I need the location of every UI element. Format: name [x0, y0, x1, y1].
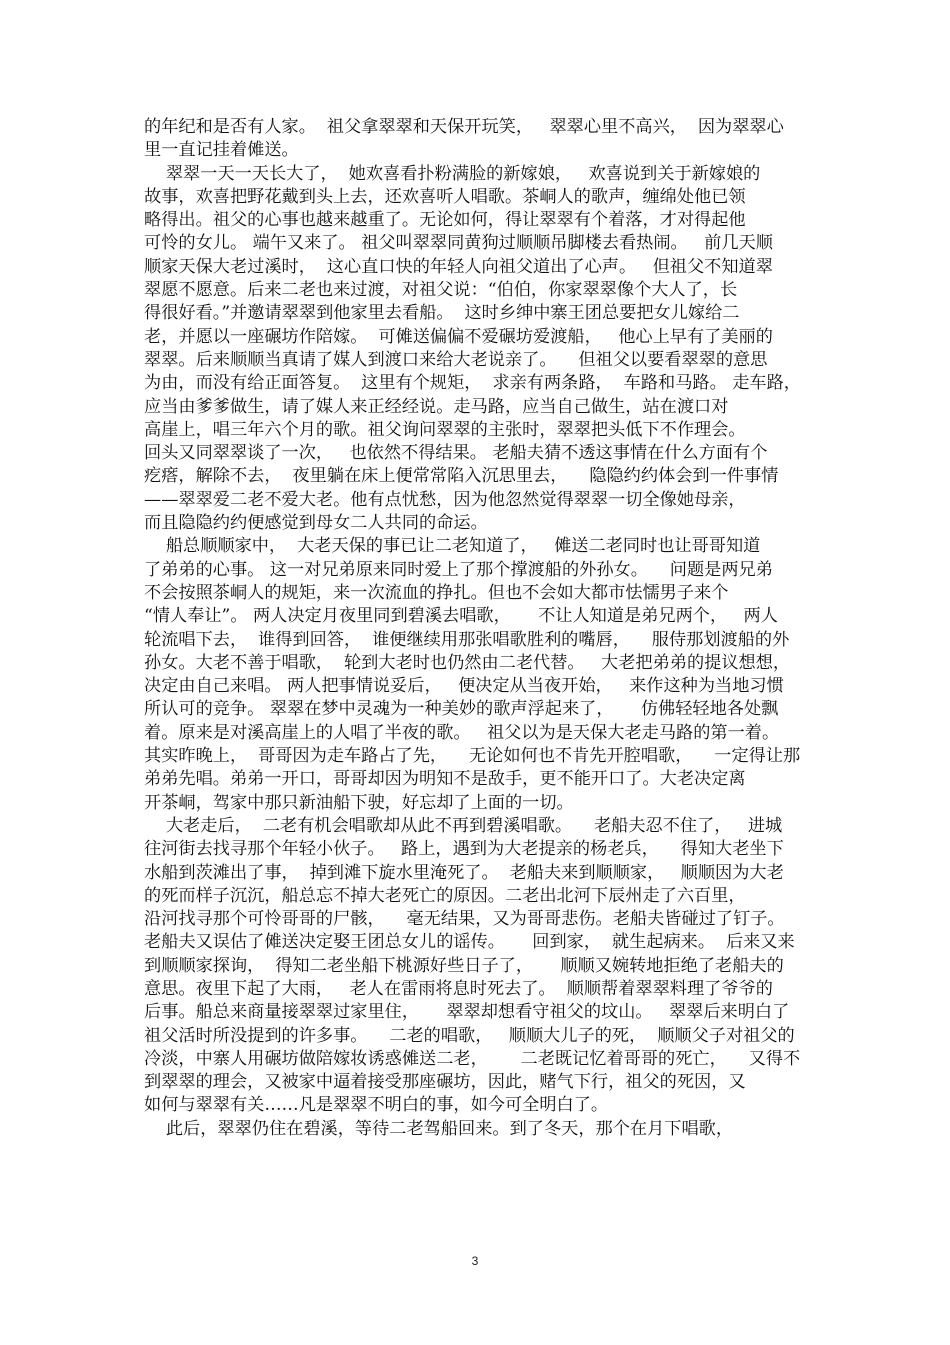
text-line: 高崖上，唱三年六个月的歌。祖父询问翠翠的主张时，翠翠把头低下不作理会。	[144, 419, 746, 440]
text-line: 得很好看。”并邀请翠翠到他家里去看船。 这时乡绅中寨王团总要把女儿嫁给二	[144, 303, 740, 324]
text-line: 里一直记挂着傩送。	[144, 140, 299, 161]
body-text	[144, 116, 824, 1141]
text-line: 孙女。大老不善于唱歌， 轮到大老时也仍然由二老代替。 大老把弟弟的提议想想，	[144, 652, 791, 673]
text-line: 为由，而没有给正面答复。 这里有个规矩， 求亲有两条路， 车路和马路。 走车路，	[144, 373, 801, 394]
text-line: 略得出。祖父的心事也越来越重了。无论如何，得让翠翠有个着落，才对得起他	[144, 210, 746, 231]
text-line: 其实昨晚上， 哥哥因为走车路占了先， 无论如何也不肯先开腔唱歌， 一定得让那	[144, 746, 801, 767]
text-line: 大老走后， 二老有机会唱歌却从此不再到碧溪唱歌。 老船夫忍不住了， 进城	[144, 815, 783, 836]
text-line: 轮流唱下去， 谁得到回答， 谁便继续用那张唱歌胜利的嘴唇， 服侍那划渡船的外	[144, 629, 790, 650]
text-line: “情人奉让”。 两人决定月夜里同到碧溪去唱歌， 不让人知道是弟兄两个， 两人	[144, 606, 778, 627]
text-line: 开茶峒，驾家中那只新油船下驶，好忘却了上面的一切。	[144, 792, 574, 813]
text-line: 冷淡，中寨人用碾坊做陪嫁妆诱惑傩送二老， 二老既记忆着哥哥的死亡， 又得不	[144, 1048, 801, 1069]
text-line: 水船到茨滩出了事， 掉到滩下旋水里淹死了。 老船夫来到顺顺家， 顺顺因为大老	[144, 862, 784, 883]
text-line: 翠愿不愿意。后来二老也来过渡，对祖父说：“伯伯，你家翠翠像个大人了，长	[144, 280, 738, 301]
text-line: 老，并愿以一座碾坊作陪嫁。 可傩送偏偏不爱碾坊爱渡船， 他心上早有了美丽的	[144, 326, 773, 347]
text-line: 应当由爹爹做生，请了媒人来正经经说。走马路，应当自己做生，站在渡口对	[144, 396, 729, 417]
text-line: 可怜的女儿。 端午又来了。 祖父叫翠翠同黄狗过顺顺吊脚楼去看热闹。 前几天顺	[144, 233, 773, 254]
text-line: 而且隐隐约约便感觉到母女二人共同的命运。	[144, 513, 488, 534]
text-line: 船总顺顺家中， 大老天保的事已让二老知道了， 傩送二老同时也让哥哥知道	[144, 536, 761, 557]
text-line: 沿河找寻那个可怜哥哥的尸骸， 毫无结果，又为哥哥悲伤。老船夫皆碰过了钉子。	[144, 909, 785, 930]
text-line: 的年纪和是否有人家。 祖父拿翠翠和天保开玩笑， 翠翠心里不高兴， 因为翠翠心	[144, 117, 784, 137]
text-line: 意思。夜里下起了大雨， 老人在雷雨将息时死去了。 顺顺帮着翠翠料理了爷爷的	[144, 978, 773, 999]
text-line: 故事，欢喜把野花戴到头上去，还欢喜听人唱歌。茶峒人的歌声，缠绵处他已领	[144, 186, 746, 207]
text-line: 后事。船总来商量接翠翠过家里住， 翠翠却想看守祖父的坟山。 翠翠后来明白了	[144, 1002, 790, 1023]
text-line: 所认可的竞争。 翠翠在梦中灵魂为一种美妙的歌声浮起来了， 仿佛轻轻地各处飘	[144, 699, 779, 720]
text-line: 了弟弟的心事。 这一对兄弟原来同时爱上了那个撑渡船的外孙女。 问题是两兄弟	[144, 559, 773, 580]
text-line: 翠翠。后来顺顺当真请了媒人到渡口来给大老说亲了。 但祖父以要看翠翠的意思	[144, 349, 768, 370]
text-line: 弟弟先唱。弟弟一开口，哥哥却因为明知不是敌手，更不能开口了。大老决定离	[144, 769, 746, 790]
text-line: 如何与翠翠有关……凡是翠翠不明白的事，如今可全明白了。	[144, 1095, 609, 1116]
text-line: 往河街去找寻那个年轻小伙子。 路上，遇到为大老提亲的杨老兵， 得知大老坐下	[144, 839, 784, 860]
text-line: 的死而样子沉沉，船总忘不掉大老死亡的原因。二老出北河下辰州走了六百里，	[144, 885, 746, 906]
text-line: 回头又同翠翠谈了一次， 也依然不得结果。 老船夫猜不透这事情在什么方面有个	[144, 443, 768, 464]
text-line: 祖父活时所没提到的许多事。 二老的唱歌， 顺顺大儿子的死， 顺顺父子对祖父的	[144, 1025, 795, 1046]
text-line: 疙瘩，解除不去， 夜里躺在床上便常常陷入沉思里去， 隐隐约约体会到一件事情	[144, 466, 779, 487]
text-line: 着。原来是对溪高崖上的人唱了半夜的歌。 祖父以为是天保大老走马路的第一着。	[144, 722, 780, 743]
text-line: 到顺顺家探询， 得知二老坐船下桃源好些日子了， 顺顺又婉转地拒绝了老船夫的	[144, 955, 784, 976]
text-line: 顺家天保大老过溪时， 这心直口快的年轻人向祖父道出了心声。 但祖父不知道翠	[144, 256, 773, 277]
text-line: ——翠翠爱二老不爱大老。他有点忧愁，因为他忽然觉得翠翠一切全像她母亲，	[144, 489, 746, 510]
text-line: 不会按照茶峒人的规矩，来一次流血的挣扎。但也不会如大都市怯懦男子来个	[144, 582, 729, 603]
text-line: 老船夫又误估了傩送决定娶王团总女儿的谣传。 回到家， 就生起病来。 后来又来	[144, 932, 795, 953]
text-line: 到翠翠的理会，又被家中逼着接受那座碾坊，因此，赌气下行，祖父的死因，又	[144, 1072, 746, 1093]
text-line: 翠翠一天一天长大了， 她欢喜看扑粉满脸的新嫁娘， 欢喜说到关于新嫁娘的	[144, 163, 761, 184]
text-line: 此后，翠翠仍住在碧溪，等待二老驾船回来。到了冬天，那个在月下唱歌，	[144, 1118, 734, 1139]
page-number: 3	[471, 1254, 479, 1268]
text-line: 决定由自己来唱。 两人把事情说妥后， 便决定从当夜开始， 来作这种为当地习惯	[144, 676, 784, 697]
